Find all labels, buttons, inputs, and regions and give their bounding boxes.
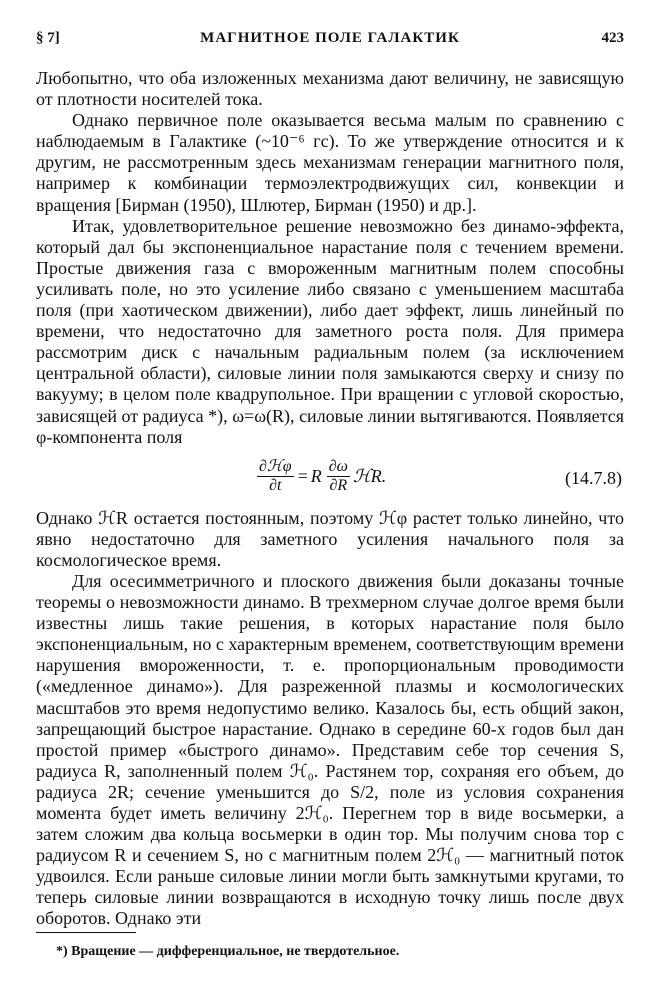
lhs-denominator: ∂t	[269, 476, 282, 494]
coefficient: R	[310, 465, 322, 486]
equals-sign: =	[296, 465, 309, 486]
rhs-field: ℋR.	[352, 465, 387, 486]
rhs-numerator: ∂ω	[328, 457, 348, 475]
page-number: 423	[601, 30, 624, 46]
footnote-divider	[36, 932, 136, 933]
running-header	[36, 30, 624, 52]
section-marker: § 7]	[36, 30, 60, 46]
footnote: *) Вращение — дифференциальное, не твердотельное.	[56, 944, 400, 959]
rhs-denominator: ∂R	[329, 476, 348, 494]
paragraph-5: Для осесимметричного и плоского движения были доказаны точные теоремы о невозможности динамо. В трехмерном случае долгое время были известны лишь такие решения, в которых нарастание поля было экспоненциальным, но с характерным временем, соответствующим времени нарушения вмороженности, т. е. пропорциональным проводимости («медленное динамо»). Для разреженной плазмы и космологических масштабов это время недопустимо велико. Казалось бы, есть общий закон, запрещающий быстрое нарастание. Однако в середине 60-х годов был дан простой пример «быстрого динамо». Представим себе тор сечения S, радиуса R, заполненный полем ℋ₀. Растянем тор, сохраняя его объем, до радиуса 2R; сечение уменьшится до S/2, поле из условия сохранения момента будет иметь величину 2ℋ₀. Перегнем тор в виде восьмерки, а затем сложим два кольца восьмерки в один тор. Мы получим снова тор с радиусом R и сечением S, но с магнитным полем 2ℋ₀ — магнитный поток удвоился. Если раньше силовые линии могли быть замкнутыми кругами, то теперь силовые линии возвращаются в исходную точку лишь после двух оборотов. Однако эти	[36, 570, 624, 929]
paragraph-4: Однако ℋR остается постоянным, поэтому ℋφ растет только линейно, что явно недостаточно для заметного усиления начального поля за космологическое время.	[36, 507, 624, 570]
equation-14-7-8	[36, 450, 624, 504]
paragraph-2: Однако первичное поле оказывается весьма малым по сравнению с наблюдаемым в Галактике (~10⁻⁶ гс). То же утверждение относится и к другим, не рассмотренным здесь механизмам генерации магнитного поля, например к комбинации термоэлектродвижущих сил, конвекции и вращения [Бирман (1950), Шлютер, Бирман (1950) и др.].	[36, 110, 624, 215]
chapter-title: МАГНИТНОЕ ПОЛЕ ГАЛАКТИК	[200, 30, 460, 46]
lhs-fraction	[257, 458, 294, 495]
equation-expression	[254, 458, 386, 495]
paragraph-1: Любопытно, что оба изложенных механизма дают величину, не зависящую от плотности носителей тока.	[36, 68, 624, 110]
paragraph-3: Итак, удовлетворительное решение невозможно без динамо-эффекта, который дал бы экспоненциальное нарастание поля с течением времени. Простые движения газа с вмороженным магнитным полем способны усиливать поле, но это усиление либо связано с уменьшением масштаба поля (при хаотическом движении), либо дает эффект, лишь линейный по времени, что недостаточно для заметного роста поля. Для примера рассмотрим диск с начальным радиальным полем (за исключением центральной области), силовые линии поля замыкаются сверху и снизу по вакууму; в целом поле квадрупольное. При вращении с угловой скоростью, зависящей от радиуса *), ω=ω(R), силовые линии вытягиваются. Появляется φ-компонента поля	[36, 215, 624, 447]
main-text	[36, 68, 624, 930]
lhs-numerator: ∂ℋφ	[259, 457, 292, 475]
rhs-fraction	[327, 458, 350, 495]
equation-number: (14.7.8)	[565, 467, 622, 488]
